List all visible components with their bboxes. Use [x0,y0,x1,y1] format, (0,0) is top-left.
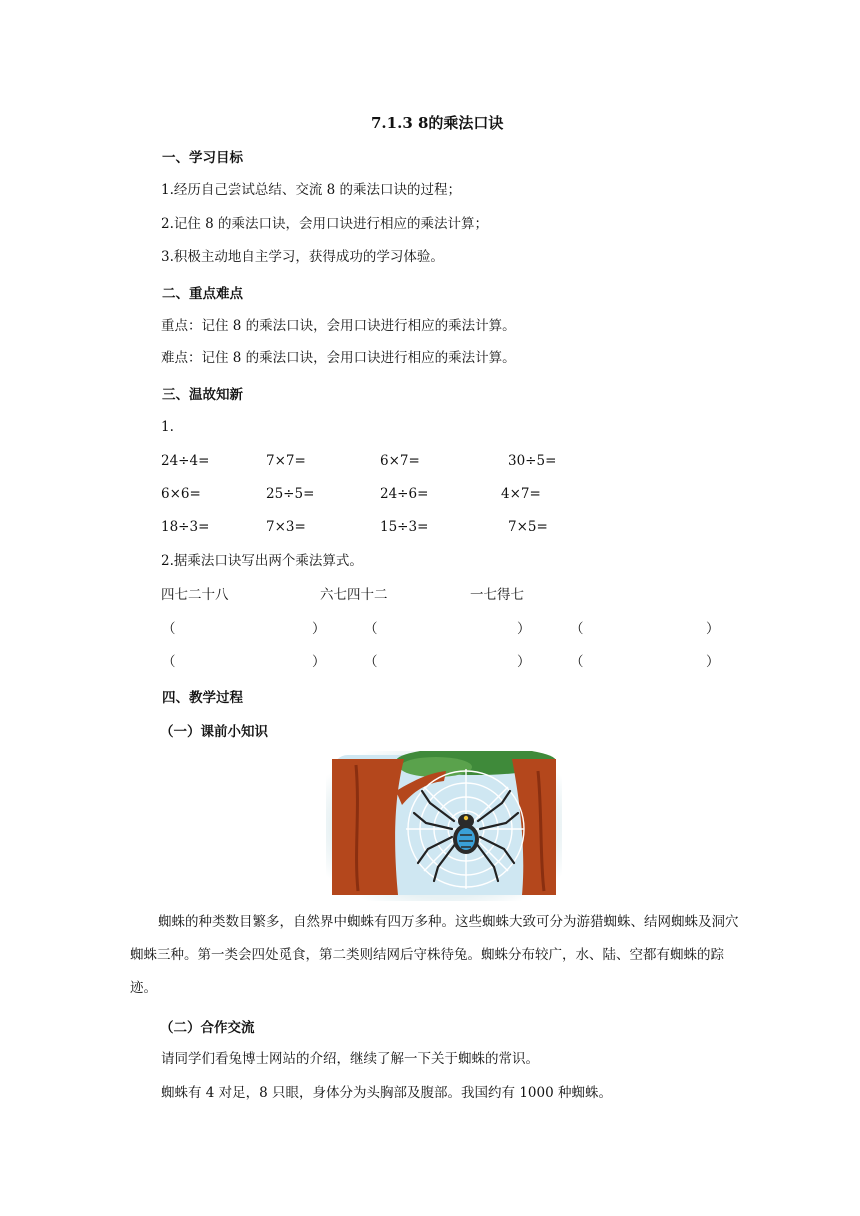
answer-blank-open: （ [162,654,176,670]
exercise-item: 24÷4= [161,453,210,469]
exercise-item: 7×3= [266,519,306,535]
answer-blank-close: ） [706,654,720,670]
section-heading-teaching-process: 四、教学过程 [162,690,243,706]
answer-blank-open: （ [162,621,176,637]
key-point-item: 重点：记住 8 的乘法口诀，会用口诀进行相应的乘法计算。 [161,318,516,334]
question-2-label: 2.据乘法口诀写出两个乘法算式。 [161,553,363,569]
goal-item: 2.记住 8 的乘法口诀，会用口诀进行相应的乘法计算； [161,216,489,232]
difficulty-item: 难点：记住 8 的乘法口诀，会用口诀进行相应的乘法计算。 [161,350,516,366]
exercise-item: 24÷6= [380,486,429,502]
rhyme-item: 四七二十八 [161,587,229,603]
question-1-label: 1. [161,419,174,435]
answer-blank-open: （ [570,621,584,637]
exercise-item: 7×7= [266,453,306,469]
body-line: 蜘蛛有 4 对足，8 只眼，身体分为头胸部及腹部。我国约有 1000 种蜘蛛。 [161,1085,612,1101]
exercise-item: 15÷3= [380,519,429,535]
rhyme-item: 一七得七 [470,587,524,603]
goal-item: 1.经历自己尝试总结、交流 8 的乘法口诀的过程； [161,182,462,198]
section-heading-key-points: 二、重点难点 [162,286,243,302]
answer-blank-close: ） [517,654,531,670]
exercise-item: 6×6= [161,486,201,502]
answer-blank-open: （ [364,654,378,670]
exercise-item: 7×5= [508,519,548,535]
section-heading-review: 三、温故知新 [162,387,243,403]
spider-illustration-svg [326,751,562,901]
subsection-heading-cooperation: （二）合作交流 [160,1020,255,1036]
exercise-item: 25÷5= [266,486,315,502]
exercise-item: 30÷5= [508,453,557,469]
spider-knowledge-paragraph: 蜘蛛的种类数目繁多，自然界中蜘蛛有四万多种。这些蜘蛛大致可分为游猎蜘蛛、结网蜘蛛及洞穴蜘蛛三种。第一类会四处觅食，第二类则结网后守株待兔。蜘蛛分布较广，水、陆、空都有蜘蛛的踪迹。 [130,914,739,996]
body-line: 请同学们看兔博士网站的介绍，继续了解一下关于蜘蛛的常识。 [161,1051,539,1067]
goal-item: 3.积极主动地自主学习，获得成功的学习体验。 [161,249,444,265]
page-title: 7.1.3 8的乘法口诀 [371,114,504,132]
answer-blank-open: （ [570,654,584,670]
answer-blank-open: （ [364,621,378,637]
answer-blank-close: ） [312,621,326,637]
answer-blank-close: ） [517,621,531,637]
subsection-heading-pre-class: （一）课前小知识 [160,724,268,740]
exercise-item: 4×7= [501,486,541,502]
section-heading-learning-goals: 一、学习目标 [162,150,243,166]
exercise-item: 18÷3= [161,519,210,535]
answer-blank-close: ） [706,621,720,637]
spider-web-illustration [326,751,562,901]
answer-blank-close: ） [312,654,326,670]
exercise-item: 6×7= [380,453,420,469]
rhyme-item: 六七四十二 [320,587,388,603]
